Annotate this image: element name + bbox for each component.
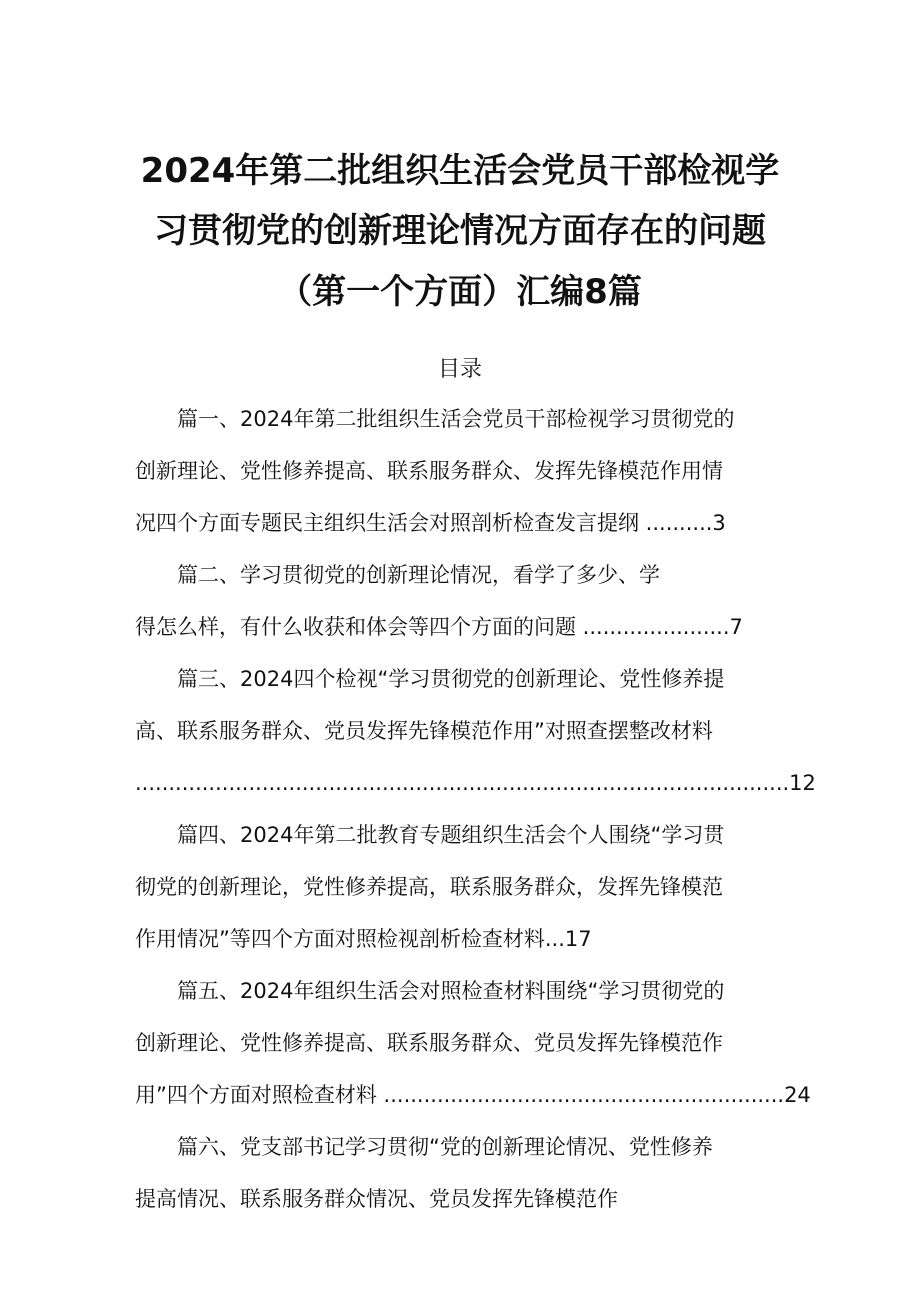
toc-entry-line: 作用情况”等四个方面对照检视剖析检查材料...17	[135, 927, 592, 951]
toc-entry-5[interactable]	[135, 965, 811, 1121]
toc-entry-line: 创新理论、党性修养提高、联系服务群众、发挥先锋模范作用情	[135, 459, 723, 483]
toc-entry-line: 提高情况、联系服务群众情况、党员发挥先锋模范作	[135, 1187, 618, 1211]
toc-entry-2[interactable]	[135, 549, 795, 653]
toc-entry-line: 篇四、2024年第二批教育专题组织生活会个人围绕“学习贯	[177, 823, 725, 847]
toc-entry-line: 篇一、2024年第二批组织生活会党员干部检视学习贯彻党的	[177, 407, 735, 431]
toc-entry-line: 创新理论、党性修养提高、联系服务群众、党员发挥先锋模范作	[135, 1031, 723, 1055]
toc-entry-line: 篇六、党支部书记学习贯彻“党的创新理论情况、党性修养	[177, 1135, 713, 1159]
toc-heading: 目录	[437, 357, 482, 382]
toc-entry-line: ..................................................................................................12	[135, 771, 816, 795]
toc-entry-line: 篇二、学习贯彻党的创新理论情况，看学了多少、学	[177, 563, 660, 587]
toc-entry-line: 篇三、2024四个检视“学习贯彻党的创新理论、党性修养提	[177, 667, 725, 691]
toc-entry-6[interactable]	[135, 1121, 795, 1225]
document-title-line-1: 2024年第二批组织生活会党员干部检视学	[140, 151, 780, 191]
toc-entry-line: 用”四个方面对照检查材料 ............................................................24	[135, 1083, 811, 1107]
toc-entry-line: 况四个方面专题民主组织生活会对照剖析检查发言提纲 ..........3	[135, 511, 726, 535]
toc-entry-3[interactable]	[135, 653, 816, 809]
table-of-contents	[135, 393, 816, 1225]
toc-entry-line: 得怎么样，有什么收获和体会等四个方面的问题 ......................7	[135, 615, 743, 639]
document-title-line-2: 习贯彻党的创新理论情况方面存在的问题	[154, 211, 766, 251]
toc-entry-1[interactable]	[135, 393, 795, 549]
toc-entry-4[interactable]	[135, 809, 795, 965]
toc-entry-line: 篇五、2024年组织生活会对照检查材料围绕“学习贯彻党的	[177, 979, 725, 1003]
toc-entry-line: 彻党的创新理论，党性修养提高，联系服务群众，发挥先锋模范	[135, 875, 723, 899]
document-title-line-3: （第一个方面）汇编8篇	[278, 272, 642, 312]
toc-entry-line: 高、联系服务群众、党员发挥先锋模范作用”对照查摆整改材料	[135, 719, 713, 743]
